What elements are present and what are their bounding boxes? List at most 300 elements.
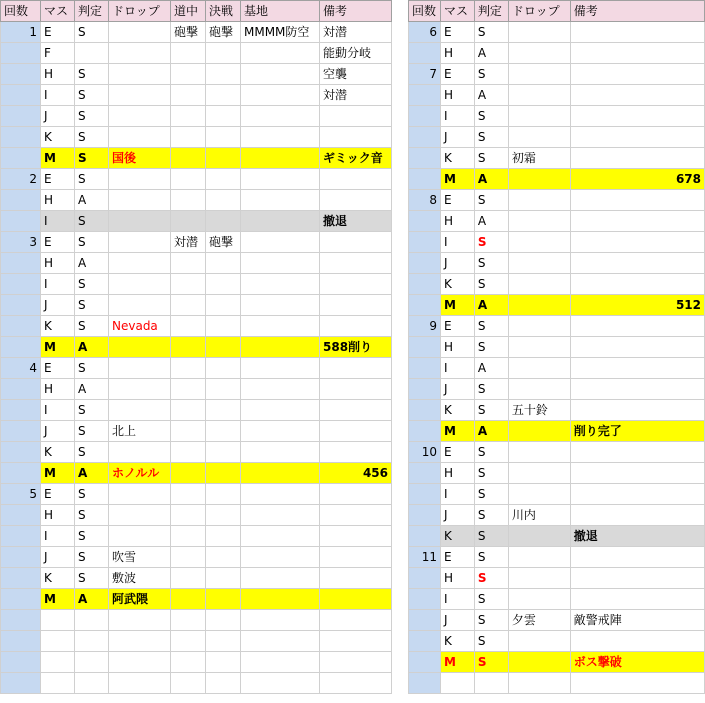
col-drop-cell[interactable] — [109, 358, 171, 379]
col-node-cell[interactable]: H — [440, 463, 474, 484]
col-support-boss-cell[interactable] — [206, 274, 241, 295]
col-sortie-number-cell[interactable] — [409, 673, 441, 694]
col-sortie-number-cell[interactable] — [1, 43, 41, 64]
header-col-node[interactable]: マス — [440, 1, 474, 22]
col-notes-cell[interactable] — [320, 127, 392, 148]
col-notes-cell[interactable]: 空襲 — [320, 64, 392, 85]
col-sortie-number-cell[interactable] — [409, 358, 441, 379]
col-node-cell[interactable]: M — [41, 337, 75, 358]
col-rank-cell[interactable]: S — [474, 64, 508, 85]
col-notes-cell[interactable] — [570, 379, 704, 400]
col-support-boss-cell[interactable] — [206, 589, 241, 610]
col-sortie-number-cell[interactable] — [1, 610, 41, 631]
col-notes-cell[interactable] — [570, 211, 704, 232]
col-sortie-number-cell[interactable] — [409, 274, 441, 295]
col-rank-cell[interactable]: S — [474, 379, 508, 400]
col-node-cell[interactable]: J — [41, 547, 75, 568]
col-notes-cell[interactable] — [320, 568, 392, 589]
col-rank-cell[interactable]: S — [474, 610, 508, 631]
col-notes-cell[interactable] — [570, 232, 704, 253]
col-support-route-cell[interactable] — [171, 337, 206, 358]
col-notes-cell[interactable] — [570, 253, 704, 274]
col-drop-cell[interactable] — [109, 652, 171, 673]
col-node-cell[interactable]: K — [41, 568, 75, 589]
col-node-cell[interactable]: J — [440, 505, 474, 526]
col-base-cell[interactable] — [241, 652, 320, 673]
col-support-route-cell[interactable] — [171, 589, 206, 610]
col-rank-cell[interactable]: S — [474, 337, 508, 358]
col-support-route-cell[interactable] — [171, 526, 206, 547]
col-notes-cell[interactable] — [570, 568, 704, 589]
col-support-route-cell[interactable] — [171, 85, 206, 106]
col-node-cell[interactable]: J — [41, 421, 75, 442]
col-support-route-cell[interactable] — [171, 610, 206, 631]
col-rank-cell[interactable]: A — [474, 211, 508, 232]
col-drop-cell[interactable] — [508, 463, 570, 484]
col-sortie-number-cell[interactable] — [409, 253, 441, 274]
col-notes-cell[interactable] — [570, 316, 704, 337]
col-support-route-cell[interactable] — [171, 442, 206, 463]
col-support-route-cell[interactable] — [171, 631, 206, 652]
col-node-cell[interactable]: E — [440, 316, 474, 337]
header-col-sortie-number[interactable]: 回数 — [1, 1, 41, 22]
col-drop-cell[interactable] — [109, 253, 171, 274]
col-base-cell[interactable] — [241, 379, 320, 400]
col-node-cell[interactable]: E — [41, 169, 75, 190]
col-base-cell[interactable] — [241, 526, 320, 547]
col-notes-cell[interactable] — [570, 505, 704, 526]
col-drop-cell[interactable] — [109, 673, 171, 694]
col-support-boss-cell[interactable] — [206, 505, 241, 526]
col-rank-cell[interactable]: S — [474, 253, 508, 274]
col-base-cell[interactable] — [241, 211, 320, 232]
col-drop-cell[interactable] — [508, 316, 570, 337]
col-sortie-number-cell[interactable] — [1, 211, 41, 232]
col-rank-cell[interactable] — [75, 43, 109, 64]
col-node-cell[interactable]: M — [440, 421, 474, 442]
col-support-boss-cell[interactable] — [206, 64, 241, 85]
col-support-route-cell[interactable] — [171, 64, 206, 85]
col-sortie-number-cell[interactable] — [409, 211, 441, 232]
col-node-cell[interactable]: I — [41, 400, 75, 421]
col-node-cell[interactable]: K — [440, 274, 474, 295]
col-sortie-number-cell[interactable] — [409, 337, 441, 358]
col-node-cell[interactable]: M — [41, 148, 75, 169]
col-drop-cell[interactable] — [508, 64, 570, 85]
col-notes-cell[interactable] — [570, 43, 704, 64]
col-base-cell[interactable] — [241, 316, 320, 337]
col-drop-cell[interactable] — [508, 253, 570, 274]
col-rank-cell[interactable]: S — [474, 22, 508, 43]
col-base-cell[interactable] — [241, 568, 320, 589]
col-node-cell[interactable]: M — [41, 463, 75, 484]
col-notes-cell[interactable] — [570, 127, 704, 148]
col-notes-cell[interactable] — [570, 64, 704, 85]
col-support-boss-cell[interactable] — [206, 85, 241, 106]
col-rank-cell[interactable] — [75, 652, 109, 673]
col-base-cell[interactable] — [241, 127, 320, 148]
col-base-cell[interactable] — [241, 337, 320, 358]
col-notes-cell[interactable] — [570, 673, 704, 694]
col-sortie-number-cell[interactable] — [409, 400, 441, 421]
col-sortie-number-cell[interactable] — [409, 526, 441, 547]
col-drop-cell[interactable] — [508, 568, 570, 589]
col-sortie-number-cell[interactable] — [1, 631, 41, 652]
col-rank-cell[interactable]: S — [75, 106, 109, 127]
header-col-notes[interactable]: 備考 — [320, 1, 392, 22]
col-drop-cell[interactable] — [109, 400, 171, 421]
col-rank-cell[interactable]: S — [474, 505, 508, 526]
col-notes-cell[interactable]: 削り完了 — [570, 421, 704, 442]
col-support-boss-cell[interactable] — [206, 169, 241, 190]
col-notes-cell[interactable] — [320, 253, 392, 274]
col-support-route-cell[interactable] — [171, 547, 206, 568]
col-drop-cell[interactable] — [109, 85, 171, 106]
col-drop-cell[interactable] — [109, 190, 171, 211]
col-rank-cell[interactable]: S — [474, 148, 508, 169]
col-notes-cell[interactable] — [320, 190, 392, 211]
col-rank-cell[interactable] — [75, 673, 109, 694]
col-drop-cell[interactable] — [508, 379, 570, 400]
col-sortie-number-cell[interactable] — [1, 505, 41, 526]
col-node-cell[interactable]: I — [41, 85, 75, 106]
col-support-route-cell[interactable] — [171, 358, 206, 379]
col-support-boss-cell[interactable] — [206, 253, 241, 274]
col-support-boss-cell[interactable]: 砲撃 — [206, 232, 241, 253]
col-node-cell[interactable]: K — [41, 316, 75, 337]
col-drop-cell[interactable]: 初霜 — [508, 148, 570, 169]
col-notes-cell[interactable] — [320, 316, 392, 337]
col-node-cell[interactable]: E — [440, 547, 474, 568]
col-base-cell[interactable] — [241, 190, 320, 211]
col-support-boss-cell[interactable] — [206, 211, 241, 232]
col-node-cell[interactable]: I — [440, 232, 474, 253]
col-notes-cell[interactable] — [570, 22, 704, 43]
col-rank-cell[interactable]: S — [75, 526, 109, 547]
col-drop-cell[interactable] — [508, 274, 570, 295]
col-sortie-number-cell[interactable] — [1, 148, 41, 169]
col-rank-cell[interactable]: S — [474, 316, 508, 337]
col-drop-cell[interactable] — [109, 442, 171, 463]
col-support-route-cell[interactable] — [171, 43, 206, 64]
col-sortie-number-cell[interactable]: 3 — [1, 232, 41, 253]
col-support-route-cell[interactable] — [171, 652, 206, 673]
col-sortie-number-cell[interactable] — [409, 43, 441, 64]
col-support-boss-cell[interactable] — [206, 652, 241, 673]
col-drop-cell[interactable] — [109, 232, 171, 253]
col-node-cell[interactable]: E — [41, 484, 75, 505]
col-base-cell[interactable]: MMMM防空 — [241, 22, 320, 43]
col-support-route-cell[interactable] — [171, 169, 206, 190]
col-rank-cell[interactable]: S — [474, 589, 508, 610]
col-notes-cell[interactable]: ギミック音 — [320, 148, 392, 169]
col-notes-cell[interactable] — [320, 547, 392, 568]
col-support-route-cell[interactable] — [171, 379, 206, 400]
col-support-boss-cell[interactable] — [206, 547, 241, 568]
col-support-boss-cell[interactable] — [206, 568, 241, 589]
col-base-cell[interactable] — [241, 106, 320, 127]
col-support-boss-cell[interactable]: 砲撃 — [206, 22, 241, 43]
col-node-cell[interactable]: F — [41, 43, 75, 64]
col-notes-cell[interactable] — [320, 400, 392, 421]
col-node-cell[interactable]: E — [41, 22, 75, 43]
col-notes-cell[interactable]: 敵警戒陣 — [570, 610, 704, 631]
col-notes-cell[interactable] — [570, 463, 704, 484]
col-support-route-cell[interactable] — [171, 253, 206, 274]
col-rank-cell[interactable]: S — [474, 400, 508, 421]
col-support-boss-cell[interactable] — [206, 442, 241, 463]
col-drop-cell[interactable]: 夕雲 — [508, 610, 570, 631]
col-base-cell[interactable] — [241, 484, 320, 505]
col-drop-cell[interactable] — [508, 337, 570, 358]
col-drop-cell[interactable]: Nevada — [109, 316, 171, 337]
col-rank-cell[interactable] — [75, 631, 109, 652]
col-support-route-cell[interactable] — [171, 106, 206, 127]
col-sortie-number-cell[interactable]: 6 — [409, 22, 441, 43]
col-drop-cell[interactable] — [508, 358, 570, 379]
col-notes-cell[interactable] — [570, 106, 704, 127]
col-support-route-cell[interactable] — [171, 463, 206, 484]
col-support-route-cell[interactable] — [171, 484, 206, 505]
col-node-cell[interactable]: H — [440, 43, 474, 64]
col-drop-cell[interactable] — [508, 421, 570, 442]
col-drop-cell[interactable] — [109, 127, 171, 148]
col-node-cell[interactable]: H — [41, 505, 75, 526]
col-node-cell[interactable]: H — [41, 379, 75, 400]
col-node-cell[interactable]: E — [41, 358, 75, 379]
col-notes-cell[interactable] — [570, 547, 704, 568]
col-node-cell[interactable]: J — [440, 253, 474, 274]
col-rank-cell[interactable]: A — [474, 358, 508, 379]
col-rank-cell[interactable]: S — [75, 211, 109, 232]
col-drop-cell[interactable] — [508, 442, 570, 463]
col-rank-cell[interactable]: S — [75, 568, 109, 589]
col-sortie-number-cell[interactable] — [409, 232, 441, 253]
col-rank-cell[interactable]: A — [75, 337, 109, 358]
col-support-route-cell[interactable] — [171, 274, 206, 295]
col-rank-cell[interactable]: S — [75, 127, 109, 148]
col-node-cell[interactable]: H — [41, 253, 75, 274]
col-notes-cell[interactable] — [320, 169, 392, 190]
col-node-cell[interactable]: J — [440, 379, 474, 400]
col-rank-cell[interactable]: S — [75, 442, 109, 463]
col-notes-cell[interactable] — [320, 484, 392, 505]
col-sortie-number-cell[interactable]: 7 — [409, 64, 441, 85]
col-support-boss-cell[interactable] — [206, 484, 241, 505]
col-sortie-number-cell[interactable] — [1, 316, 41, 337]
col-drop-cell[interactable]: 北上 — [109, 421, 171, 442]
header-col-node[interactable]: マス — [41, 1, 75, 22]
col-base-cell[interactable] — [241, 295, 320, 316]
col-drop-cell[interactable]: 吹雪 — [109, 547, 171, 568]
col-rank-cell[interactable]: S — [474, 652, 508, 673]
col-sortie-number-cell[interactable] — [1, 568, 41, 589]
col-node-cell[interactable]: J — [440, 127, 474, 148]
col-base-cell[interactable] — [241, 610, 320, 631]
col-drop-cell[interactable] — [109, 274, 171, 295]
col-notes-cell[interactable] — [570, 484, 704, 505]
col-drop-cell[interactable] — [109, 484, 171, 505]
col-base-cell[interactable] — [241, 547, 320, 568]
col-rank-cell[interactable]: S — [75, 400, 109, 421]
col-support-boss-cell[interactable] — [206, 421, 241, 442]
col-sortie-number-cell[interactable] — [409, 421, 441, 442]
col-sortie-number-cell[interactable] — [409, 610, 441, 631]
col-sortie-number-cell[interactable] — [1, 547, 41, 568]
col-notes-cell[interactable] — [570, 442, 704, 463]
col-drop-cell[interactable] — [508, 547, 570, 568]
col-node-cell[interactable]: I — [41, 526, 75, 547]
col-rank-cell[interactable]: S — [474, 484, 508, 505]
col-support-route-cell[interactable] — [171, 568, 206, 589]
col-notes-cell[interactable] — [320, 358, 392, 379]
col-notes-cell[interactable] — [570, 85, 704, 106]
col-drop-cell[interactable] — [508, 85, 570, 106]
col-sortie-number-cell[interactable] — [1, 127, 41, 148]
col-node-cell[interactable]: H — [440, 337, 474, 358]
col-node-cell[interactable] — [41, 610, 75, 631]
col-drop-cell[interactable]: 国後 — [109, 148, 171, 169]
col-sortie-number-cell[interactable] — [1, 652, 41, 673]
col-sortie-number-cell[interactable] — [1, 295, 41, 316]
col-support-boss-cell[interactable] — [206, 316, 241, 337]
col-node-cell[interactable]: H — [41, 64, 75, 85]
col-drop-cell[interactable]: 阿武隈 — [109, 589, 171, 610]
col-rank-cell[interactable]: S — [474, 190, 508, 211]
header-col-support-route[interactable]: 道中 — [171, 1, 206, 22]
col-base-cell[interactable] — [241, 421, 320, 442]
col-drop-cell[interactable] — [508, 652, 570, 673]
col-drop-cell[interactable] — [508, 232, 570, 253]
col-drop-cell[interactable] — [109, 169, 171, 190]
col-base-cell[interactable] — [241, 673, 320, 694]
col-base-cell[interactable] — [241, 358, 320, 379]
col-notes-cell[interactable] — [320, 526, 392, 547]
col-drop-cell[interactable] — [109, 631, 171, 652]
col-notes-cell[interactable] — [320, 673, 392, 694]
col-support-route-cell[interactable] — [171, 400, 206, 421]
col-sortie-number-cell[interactable] — [1, 589, 41, 610]
col-support-boss-cell[interactable] — [206, 526, 241, 547]
header-col-drop[interactable]: ドロップ — [508, 1, 570, 22]
col-support-boss-cell[interactable] — [206, 106, 241, 127]
col-support-route-cell[interactable] — [171, 673, 206, 694]
col-base-cell[interactable] — [241, 400, 320, 421]
col-node-cell[interactable]: M — [440, 652, 474, 673]
col-node-cell[interactable]: J — [41, 106, 75, 127]
col-drop-cell[interactable] — [508, 211, 570, 232]
col-drop-cell[interactable] — [109, 43, 171, 64]
col-drop-cell[interactable] — [508, 43, 570, 64]
col-notes-cell[interactable]: ボス撃破 — [570, 652, 704, 673]
col-notes-cell[interactable] — [570, 589, 704, 610]
col-rank-cell[interactable]: S — [75, 505, 109, 526]
col-node-cell[interactable]: E — [440, 442, 474, 463]
col-support-boss-cell[interactable] — [206, 43, 241, 64]
col-support-boss-cell[interactable] — [206, 295, 241, 316]
col-support-route-cell[interactable]: 砲撃 — [171, 22, 206, 43]
col-rank-cell[interactable]: S — [75, 358, 109, 379]
col-rank-cell[interactable]: S — [75, 316, 109, 337]
col-drop-cell[interactable] — [508, 295, 570, 316]
col-node-cell[interactable]: K — [440, 400, 474, 421]
col-support-route-cell[interactable] — [171, 127, 206, 148]
col-sortie-number-cell[interactable] — [1, 64, 41, 85]
col-notes-cell[interactable] — [570, 148, 704, 169]
col-drop-cell[interactable] — [109, 337, 171, 358]
col-support-boss-cell[interactable] — [206, 337, 241, 358]
col-sortie-number-cell[interactable] — [409, 85, 441, 106]
col-rank-cell[interactable]: S — [75, 274, 109, 295]
col-drop-cell[interactable] — [508, 631, 570, 652]
col-sortie-number-cell[interactable] — [1, 673, 41, 694]
col-sortie-number-cell[interactable] — [409, 106, 441, 127]
col-node-cell[interactable]: I — [440, 484, 474, 505]
col-rank-cell[interactable]: S — [75, 64, 109, 85]
col-drop-cell[interactable]: 五十鈴 — [508, 400, 570, 421]
col-support-route-cell[interactable] — [171, 211, 206, 232]
col-support-boss-cell[interactable] — [206, 631, 241, 652]
col-rank-cell[interactable]: A — [474, 421, 508, 442]
col-rank-cell[interactable]: S — [75, 232, 109, 253]
col-sortie-number-cell[interactable] — [1, 106, 41, 127]
col-notes-cell[interactable] — [320, 379, 392, 400]
col-node-cell[interactable]: I — [41, 274, 75, 295]
col-node-cell[interactable]: J — [41, 295, 75, 316]
col-drop-cell[interactable] — [109, 526, 171, 547]
col-rank-cell[interactable]: S — [474, 526, 508, 547]
col-base-cell[interactable] — [241, 589, 320, 610]
col-notes-cell[interactable] — [320, 274, 392, 295]
col-rank-cell[interactable]: S — [75, 22, 109, 43]
col-rank-cell[interactable]: S — [474, 547, 508, 568]
col-notes-cell[interactable] — [320, 106, 392, 127]
col-drop-cell[interactable]: 敷波 — [109, 568, 171, 589]
col-sortie-number-cell[interactable] — [409, 148, 441, 169]
col-sortie-number-cell[interactable] — [1, 85, 41, 106]
col-rank-cell[interactable]: A — [75, 463, 109, 484]
col-base-cell[interactable] — [241, 148, 320, 169]
col-sortie-number-cell[interactable] — [1, 253, 41, 274]
col-node-cell[interactable] — [41, 652, 75, 673]
col-rank-cell[interactable]: S — [75, 547, 109, 568]
col-node-cell[interactable]: E — [41, 232, 75, 253]
col-rank-cell[interactable]: A — [75, 589, 109, 610]
col-notes-cell[interactable] — [320, 295, 392, 316]
col-sortie-number-cell[interactable] — [409, 652, 441, 673]
col-base-cell[interactable] — [241, 85, 320, 106]
col-notes-cell[interactable] — [320, 505, 392, 526]
col-drop-cell[interactable] — [508, 589, 570, 610]
col-notes-cell[interactable]: 456 — [320, 463, 392, 484]
col-base-cell[interactable] — [241, 232, 320, 253]
col-support-route-cell[interactable] — [171, 148, 206, 169]
col-notes-cell[interactable]: 512 — [570, 295, 704, 316]
col-notes-cell[interactable]: 678 — [570, 169, 704, 190]
col-sortie-number-cell[interactable] — [1, 379, 41, 400]
col-rank-cell[interactable]: S — [474, 127, 508, 148]
col-rank-cell[interactable]: S — [474, 106, 508, 127]
col-drop-cell[interactable] — [109, 22, 171, 43]
col-sortie-number-cell[interactable] — [409, 484, 441, 505]
col-notes-cell[interactable]: 能動分岐 — [320, 43, 392, 64]
col-sortie-number-cell[interactable] — [1, 421, 41, 442]
col-sortie-number-cell[interactable]: 1 — [1, 22, 41, 43]
col-rank-cell[interactable]: S — [75, 295, 109, 316]
col-sortie-number-cell[interactable] — [409, 127, 441, 148]
col-node-cell[interactable]: K — [440, 526, 474, 547]
col-rank-cell[interactable]: A — [474, 295, 508, 316]
